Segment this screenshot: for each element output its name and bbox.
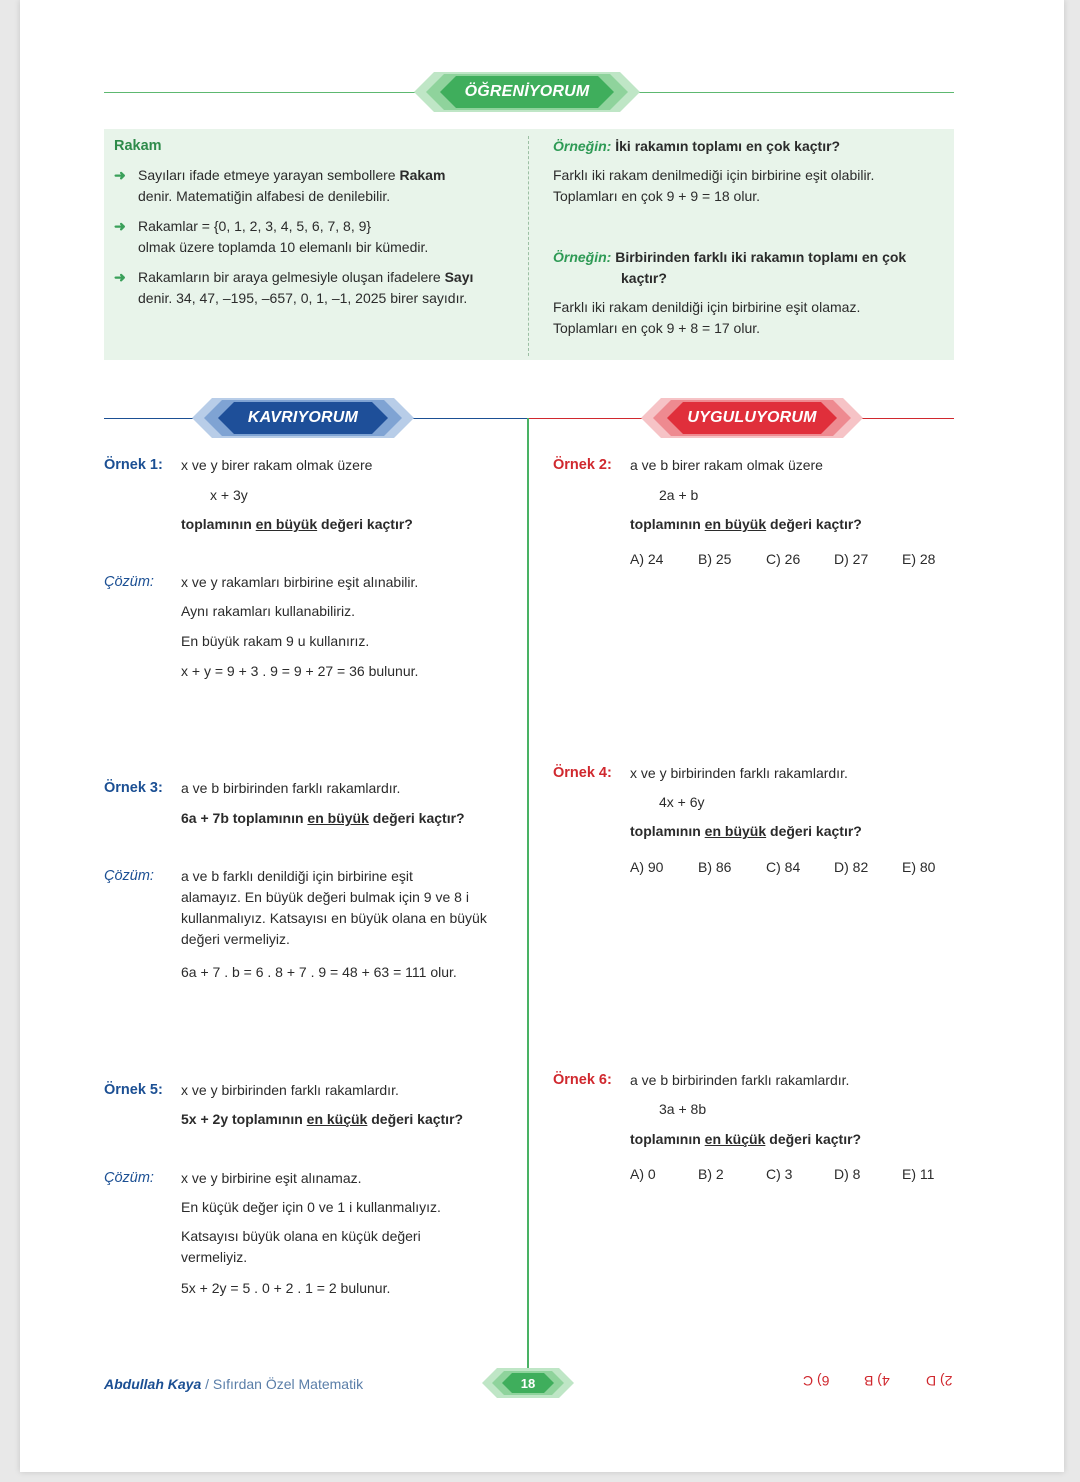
- top-banner: [414, 72, 640, 112]
- example-6-question: toplamının en küçük değeri kaçtır?: [630, 1131, 862, 1147]
- solution-3-result: 6a + 7 . b = 6 . 8 + 7 . 9 = 48 + 63 = 111 olur.: [181, 964, 457, 980]
- info-bullet-2: Rakamlar = {0, 1, 2, 3, 4, 5, 6, 7, 8, 9} olmak üzere toplamda 10 elemanlı bir kümedir.: [138, 218, 429, 255]
- option-c: C) 3: [766, 1166, 793, 1182]
- example-6-expression: 3a + 8b: [659, 1101, 707, 1117]
- solution-3-label: Çözüm:: [104, 868, 154, 884]
- info-example-1-answer: Farklı iki rakam denilmediği için birbirine eşit olabilir. Toplamları en çok 9 + 9 = 18 olur.: [553, 167, 875, 204]
- bullet-arrow-icon: ➜: [114, 269, 126, 285]
- example-3-label: Örnek 3:: [104, 780, 163, 796]
- right-banner: [641, 398, 863, 438]
- example-4-text: x ve y birbirinden farklı rakamlardır.: [630, 765, 848, 781]
- info-example-2-answer: Farklı iki rakam denildiği için birbirine eşit olamaz. Toplamları en çok 9 + 8 = 17 olur.: [553, 299, 861, 336]
- right-banner-label: UYGULUYORUM: [687, 409, 817, 426]
- option-d: D) 8: [834, 1166, 861, 1182]
- solution-5-label: Çözüm:: [104, 1170, 154, 1186]
- solution-1-line: En büyük rakam 9 u kullanırız.: [181, 633, 370, 649]
- example-4-question: toplamının en büyük değeri kaçtır?: [630, 823, 862, 839]
- option-e: E) 11: [902, 1166, 935, 1182]
- solution-1-label: Çözüm:: [104, 574, 154, 590]
- example-2-expression: 2a + b: [659, 487, 699, 503]
- example-2-question: toplamının en büyük değeri kaçtır?: [630, 516, 862, 532]
- page-number: 18: [520, 1375, 536, 1391]
- info-bullet-3: Rakamların bir araya gelmesiyle oluşan ifadelere Sayı denir. 34, 47, –195, –657, 0, 1, –1, 2025 birer sayıdır.: [138, 269, 474, 306]
- info-example-2-question: Örneğin: Birbirinden farklı iki rakamın toplamı en çok kaçtır?: [553, 249, 907, 286]
- example-4-options: [630, 859, 970, 875]
- example-6-text: a ve b birbirinden farklı rakamlardır.: [630, 1072, 850, 1088]
- option-d: D) 27: [834, 551, 869, 567]
- option-e: E) 28: [902, 551, 936, 567]
- solution-3-text: a ve b farklı denildiği için birbirine eşit alamayız. En büyük değeri bulmak için 9 ve 8 i kullanmalıyız. Katsayısı en büyük olana en büyük değeri vermeliyiz.: [181, 868, 487, 947]
- example-1-expression: x + 3y: [210, 487, 248, 503]
- info-bullet-1: Sayıları ifade etmeye yarayan sembollere Rakam denir. Matematiğin alfabesi de denilebilir.: [138, 167, 446, 204]
- bullet-arrow-icon: ➜: [114, 218, 126, 234]
- example-2-label: Örnek 2:: [553, 457, 612, 473]
- left-banner-label: KAVRIYORUM: [247, 409, 359, 426]
- example-1-question: toplamının en büyük değeri kaçtır?: [181, 516, 413, 532]
- example-1-text: x ve y birer rakam olmak üzere: [181, 457, 373, 473]
- option-a: A) 90: [630, 859, 664, 875]
- top-banner-label: ÖĞRENİYORUM: [464, 83, 590, 100]
- example-6-options: [630, 1166, 970, 1182]
- example-2-options: [630, 551, 970, 567]
- column-divider: [527, 418, 529, 1368]
- option-b: B) 2: [698, 1166, 724, 1182]
- solution-5-line: En küçük değer için 0 ve 1 i kullanmalıyız.: [181, 1199, 441, 1215]
- page-number-badge: [482, 1368, 574, 1398]
- answer-key-2: 2) D: [926, 1373, 953, 1389]
- option-a: A) 0: [630, 1166, 656, 1182]
- solution-5-text: Katsayısı büyük olana en küçük değeri vermeliyiz.: [181, 1228, 421, 1265]
- info-box-divider: [528, 136, 529, 356]
- footer-credit: Abdullah Kaya / Sıfırdan Özel Matematik: [104, 1376, 364, 1392]
- solution-1-line: x ve y rakamları birbirine eşit alınabilir.: [181, 574, 419, 590]
- example-3-text: a ve b birbirinden farklı rakamlardır.: [181, 780, 401, 796]
- example-5-label: Örnek 5:: [104, 1082, 163, 1098]
- solution-5-result: 5x + 2y = 5 . 0 + 2 . 1 = 2 bulunur.: [181, 1280, 391, 1296]
- example-2-text: a ve b birer rakam olmak üzere: [630, 457, 823, 473]
- option-b: B) 25: [698, 551, 732, 567]
- example-4-label: Örnek 4:: [553, 765, 612, 781]
- example-4-expression: 4x + 6y: [659, 794, 705, 810]
- example-5-question: 5x + 2y toplamının en küçük değeri kaçtır?: [181, 1111, 464, 1127]
- info-title: Rakam: [114, 138, 162, 154]
- answer-key-6: 6) C: [803, 1373, 830, 1389]
- example-3-question: 6a + 7b toplamının en büyük değeri kaçtır?: [181, 810, 465, 826]
- solution-1-line: Aynı rakamları kullanabiliriz.: [181, 603, 356, 619]
- info-example-1-question: Örneğin: İki rakamın toplamı en çok kaçtır?: [553, 138, 841, 154]
- option-a: A) 24: [630, 551, 664, 567]
- answer-key-4: 4) B: [864, 1373, 890, 1389]
- option-e: E) 80: [902, 859, 936, 875]
- left-banner: [192, 398, 414, 438]
- solution-5-line: x ve y birbirine eşit alınamaz.: [181, 1170, 362, 1186]
- solution-1-result: x + y = 9 + 3 . 9 = 9 + 27 = 36 bulunur.: [181, 663, 419, 679]
- example-5-text: x ve y birbirinden farklı rakamlardır.: [181, 1082, 399, 1098]
- example-6-label: Örnek 6:: [553, 1072, 612, 1088]
- example-1-label: Örnek 1:: [104, 457, 163, 473]
- bullet-arrow-icon: ➜: [114, 167, 126, 183]
- option-c: C) 84: [766, 859, 801, 875]
- option-c: C) 26: [766, 551, 801, 567]
- option-b: B) 86: [698, 859, 732, 875]
- option-d: D) 82: [834, 859, 869, 875]
